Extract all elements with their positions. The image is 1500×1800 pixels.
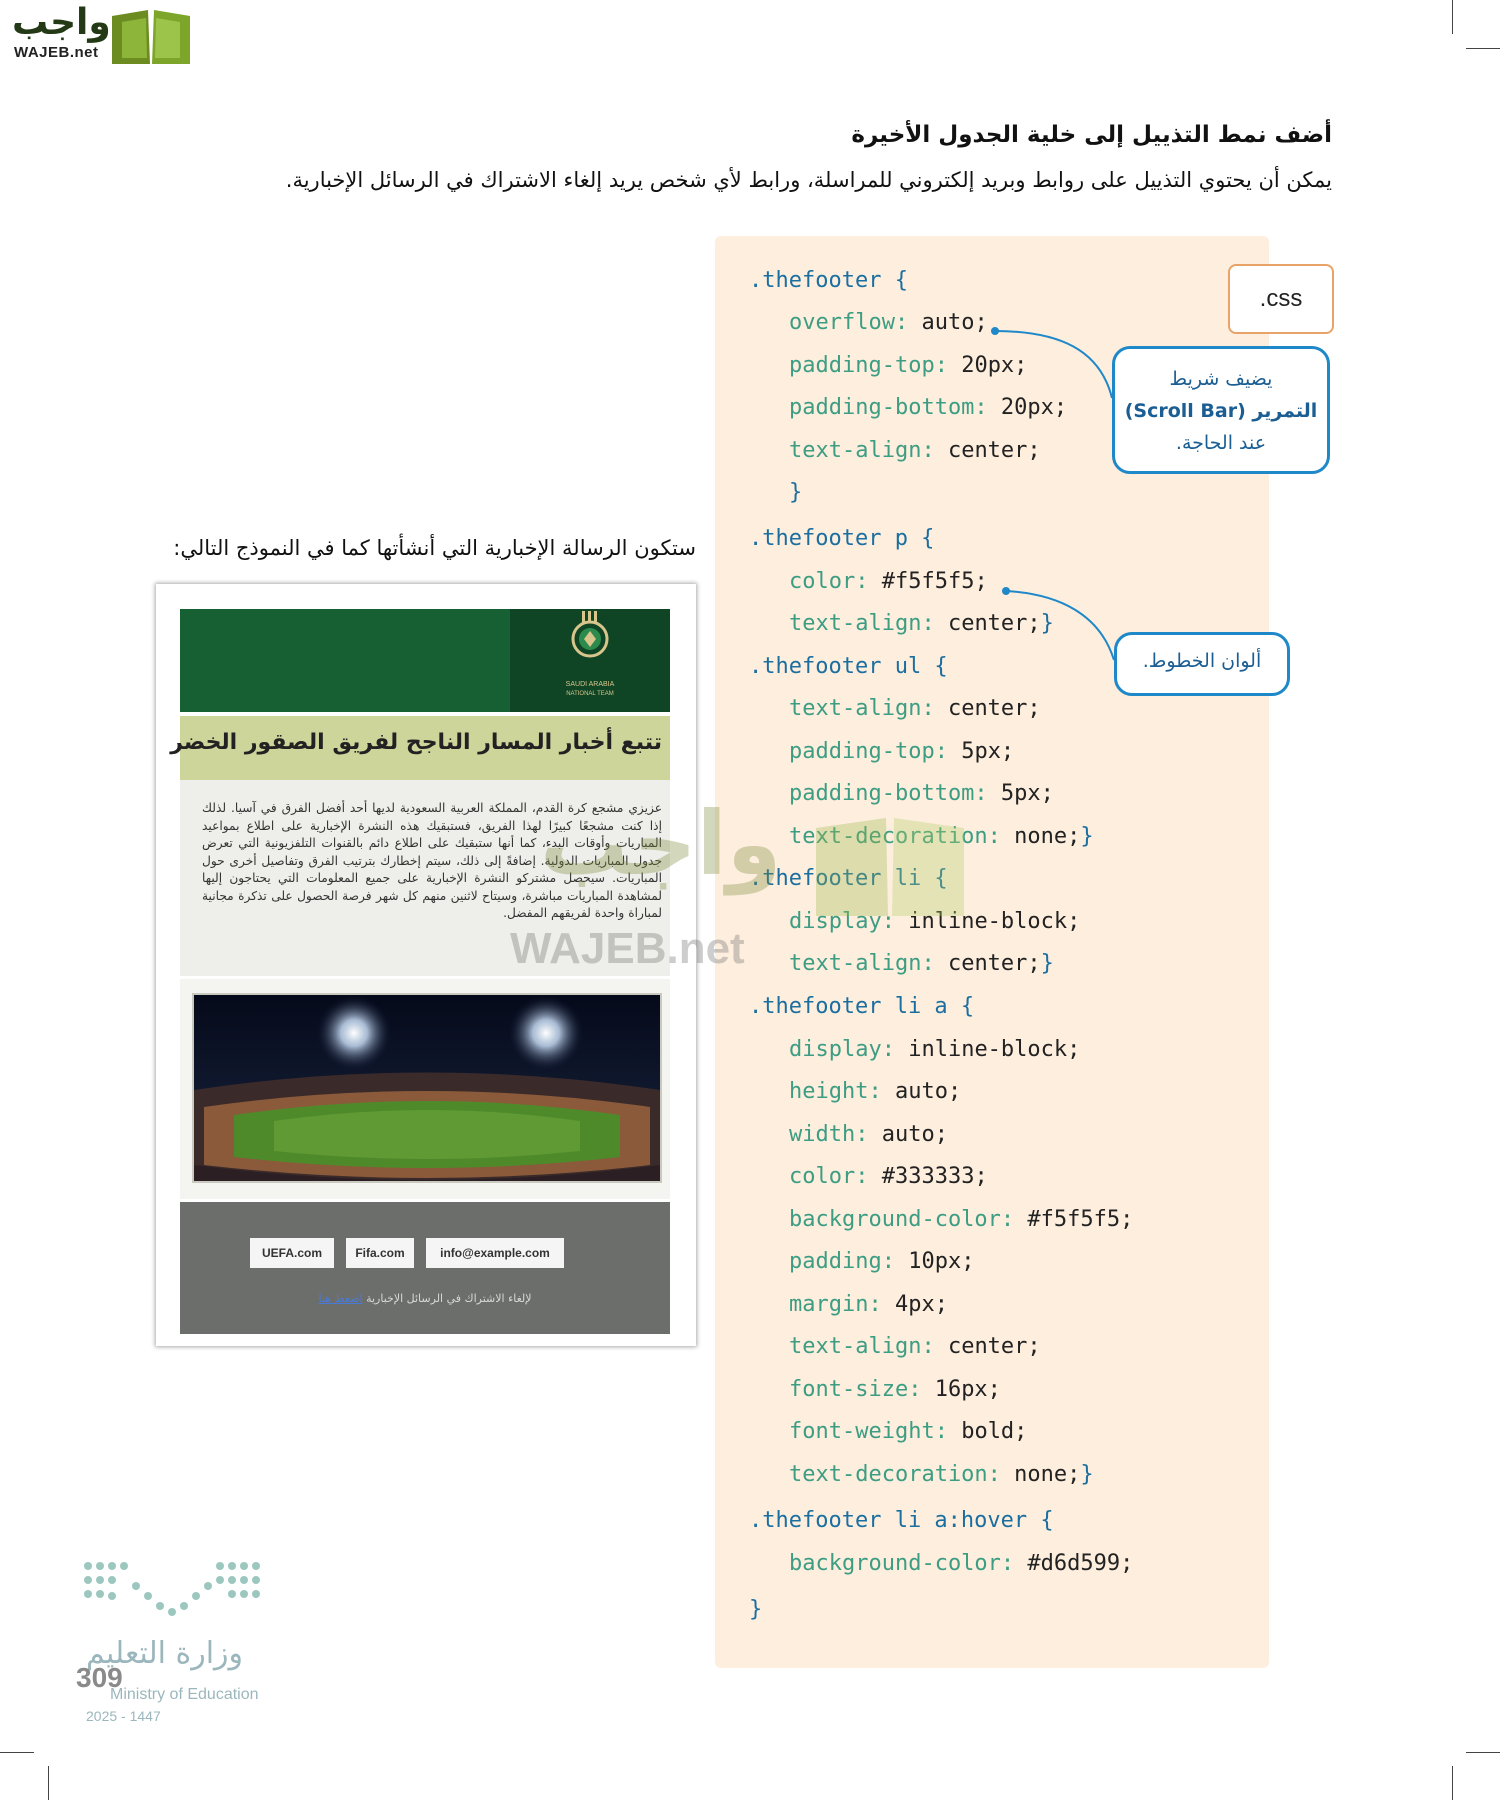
css-property: padding-bottom: (789, 781, 988, 806)
newsletter-header (180, 609, 670, 712)
newsletter-body (180, 780, 670, 976)
ministry-emblem-icon (76, 1556, 266, 1626)
css-selector: .thefooter { (749, 268, 908, 293)
css-value: #333333; (868, 1164, 988, 1189)
css-property: font-weight: (789, 1419, 948, 1444)
page-number: 309 (76, 1662, 123, 1693)
intro-paragraph: يمكن أن يحتوي التذييل على روابط وبريد إلكتروني للمراسلة، ورابط لأي شخص يريد إلغاء الاشتراك في الرسائل الإخبارية. (285, 168, 1332, 192)
css-value: center; (934, 611, 1041, 636)
css-selector: .thefooter ul { (749, 654, 948, 679)
css-selector: .thefooter li a { (749, 994, 975, 1019)
css-selector: .thefooter li { (749, 866, 948, 891)
emblem-subtext: NATIONAL TEAM (566, 691, 614, 697)
footer-link-fifa[interactable]: Fifa.com (346, 1238, 414, 1268)
unsubscribe-line (180, 1292, 670, 1305)
css-brace: } (1080, 824, 1094, 849)
scroll-bar-callout (1112, 346, 1330, 474)
ministry-english: Ministry of Education (110, 1686, 259, 1703)
stadium-image (192, 993, 662, 1183)
css-value: 5px; (947, 739, 1015, 764)
newsletter-footer (180, 1202, 670, 1334)
unsubscribe-text: لإلغاء الاشتراك في الرسائل الإخبارية (366, 1292, 532, 1305)
callout-line: عند الحاجة. (1175, 432, 1267, 454)
css-property: text-align: (789, 696, 935, 721)
footer-link-email[interactable]: info@example.com (426, 1238, 564, 1268)
css-brace: } (789, 480, 803, 505)
team-emblem (510, 609, 670, 712)
css-property: overflow: (789, 310, 909, 335)
css-property: padding-bottom: (789, 395, 988, 420)
css-file-tag: .css (1228, 264, 1334, 334)
newsletter-title: تتبع أخبار المسار الناجح لفريق الصقور الخضر (170, 730, 662, 755)
css-value: bold; (947, 1419, 1028, 1444)
newsletter-preview (156, 584, 696, 1346)
ministry-year: 2025 - 1447 (86, 1708, 161, 1724)
css-property: text-align: (789, 611, 935, 636)
css-property: padding: (789, 1249, 895, 1274)
emblem-text: SAUDI ARABIA (565, 681, 615, 688)
logo-arabic: واجب (12, 2, 111, 43)
css-value: 4px; (881, 1292, 948, 1317)
css-value: #f5f5f5; (1014, 1207, 1134, 1232)
css-property: background-color: (789, 1551, 1015, 1576)
css-selector: .thefooter li a:hover { (749, 1508, 1054, 1533)
css-property: margin: (789, 1292, 882, 1317)
css-property: display: (789, 1037, 895, 1062)
emblem-icon (510, 609, 670, 679)
css-value: 10px; (894, 1249, 975, 1274)
callout-line: يضيف شريط (1169, 368, 1273, 390)
footer-link-uefa[interactable]: UEFA.com (250, 1238, 334, 1268)
css-property: display: (789, 909, 895, 934)
watermark-arabic: واجب (540, 792, 782, 895)
css-property: height: (789, 1079, 882, 1104)
css-value: 20px; (987, 395, 1068, 420)
css-value: auto; (908, 310, 988, 335)
unsubscribe-link[interactable]: اضغط هنا (318, 1292, 363, 1305)
watermark-latin: WAJEB.net (510, 924, 745, 973)
css-value: center; (934, 951, 1041, 976)
section-heading: أضف نمط التذييل إلى خلية الجدول الأخيرة (851, 122, 1332, 148)
css-brace: } (1080, 1462, 1094, 1487)
ministry-logo (76, 1556, 296, 1726)
newsletter-photo-band (180, 979, 670, 1199)
preview-caption: ستكون الرسالة الإخبارية التي أنشأتها كما في النموذج التالي: (173, 536, 696, 560)
css-value: #d6d599; (1014, 1551, 1134, 1576)
css-value: center; (934, 696, 1041, 721)
css-property: font-size: (789, 1377, 922, 1402)
callout-line: التمرير (Scroll Bar) (1124, 400, 1318, 422)
css-property: width: (789, 1122, 869, 1147)
newsletter-body-text: عزيزي مشجع كرة القدم، المملكة العربية السعودية لديها أحد أفضل الفرق في آسيا. لذلك إذا كنت مشجعًا كبيرًا لهذا الفريق، فستبقيك هذه النشرة الإخبارية على اطلاع بمواعيد المباريات وأوقات البدء، كما أنها ستبقيك على اطلاع دائم بالقنوات التلفزيونية التي تعرض جدول المباريات الدولية. إضافةً إلى ذلك، سيتم إخطارك بترتيب الفرق وتفاصيل أخرى حول المباريات. سيحصل مشتركو النشرة الإخبارية على جميع المعلومات التي يحتاجون إليها لمشاهدة المباريات مباشرة، وسيتاح لاثنين منهم كل شهر فرصة الحصول على تذكرة مجانية لمباراة واحدة لفريقهم المفضل. (202, 801, 662, 920)
css-value: inline-block; (894, 909, 1081, 934)
css-brace: } (1040, 951, 1054, 976)
logo-latin: WAJEB.net (14, 44, 99, 61)
css-value: none; (1000, 1462, 1081, 1487)
css-value: center; (934, 438, 1041, 463)
css-property: text-align: (789, 1334, 935, 1359)
css-property: color: (789, 569, 869, 594)
css-value: #f5f5f5; (868, 569, 988, 594)
css-property: text-decoration: (789, 824, 1001, 849)
css-value: 16px; (921, 1377, 1001, 1402)
css-selector: .thefooter p { (749, 526, 935, 551)
css-value: none; (1000, 824, 1081, 849)
css-value: 20px; (947, 353, 1028, 378)
css-brace: } (1040, 611, 1054, 636)
css-property: text-align: (789, 438, 935, 463)
css-value: auto; (881, 1079, 962, 1104)
css-property: padding-top: (789, 353, 948, 378)
css-property: padding-top: (789, 739, 948, 764)
ministry-arabic: وزارة التعليم (86, 1636, 244, 1671)
newsletter-title-band (170, 716, 670, 780)
css-value: auto; (868, 1122, 948, 1147)
css-property: background-color: (789, 1207, 1015, 1232)
css-brace: } (749, 1597, 763, 1622)
css-value: 5px; (987, 781, 1054, 806)
css-property: text-align: (789, 951, 935, 976)
font-colors-callout: ألوان الخطوط. (1114, 632, 1290, 696)
css-value: center; (934, 1334, 1041, 1359)
css-property: text-decoration: (789, 1462, 1001, 1487)
css-value: inline-block; (894, 1037, 1081, 1062)
css-property: color: (789, 1164, 869, 1189)
